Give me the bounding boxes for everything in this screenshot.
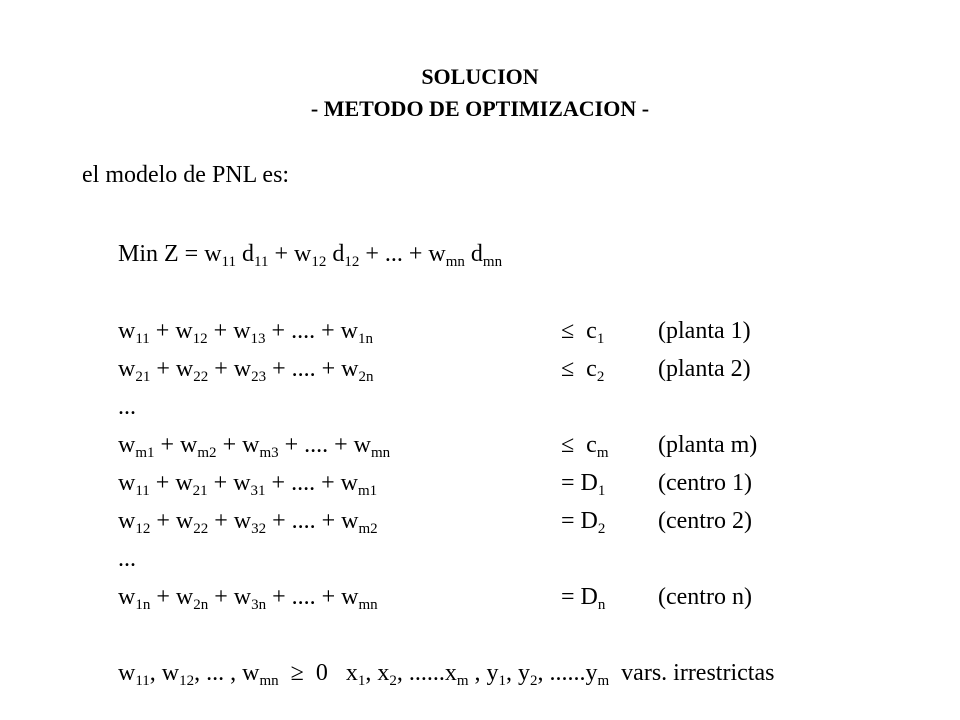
math-text: + w bbox=[268, 241, 312, 267]
subscript: 11 bbox=[254, 254, 269, 270]
math-text: ≥ 0 x bbox=[278, 660, 358, 686]
subscript: 21 bbox=[192, 483, 208, 499]
math-text: = D bbox=[561, 470, 598, 496]
math-text: + w bbox=[150, 508, 194, 534]
subscript: mn bbox=[259, 673, 279, 689]
subscript: 11 bbox=[135, 331, 150, 347]
subscript: 31 bbox=[250, 483, 266, 499]
math-text: + w bbox=[150, 356, 194, 382]
subscript: 12 bbox=[179, 673, 195, 689]
constraint-lhs bbox=[118, 508, 378, 535]
constraint-relation bbox=[561, 470, 605, 497]
subscript: m2 bbox=[197, 445, 217, 461]
constraint-ellipsis bbox=[118, 546, 136, 573]
subscript: mn bbox=[371, 445, 391, 461]
subscript: 2 bbox=[389, 673, 397, 689]
subscript: 2n bbox=[358, 369, 374, 385]
math-text: + .... + w bbox=[265, 318, 358, 344]
math-text: + w bbox=[207, 318, 251, 344]
math-text: + .... + w bbox=[278, 432, 372, 458]
subscript: 1 bbox=[597, 483, 606, 499]
math-text: w bbox=[118, 318, 136, 344]
subscript: 22 bbox=[193, 521, 209, 537]
subscript: 3n bbox=[251, 597, 267, 613]
math-text: + w bbox=[149, 470, 193, 496]
domain-constraints bbox=[118, 660, 774, 687]
subscript: mn bbox=[482, 254, 503, 270]
math-text: ≤ c bbox=[561, 432, 597, 458]
subscript: 1n bbox=[135, 597, 151, 613]
constraint-label: (centro 1) bbox=[658, 470, 752, 496]
subscript: 12 bbox=[192, 331, 208, 347]
subscript: m bbox=[597, 673, 610, 689]
math-text: + w bbox=[216, 432, 260, 458]
subscript: n bbox=[597, 597, 606, 613]
subscript: 2 bbox=[530, 673, 538, 689]
subscript: 11 bbox=[135, 483, 150, 499]
subscript: 1 bbox=[596, 331, 605, 347]
math-text: ≤ c bbox=[561, 318, 597, 344]
subscript: 32 bbox=[251, 521, 267, 537]
subscript: m1 bbox=[135, 445, 155, 461]
math-text: ... bbox=[118, 394, 136, 420]
subscript: 23 bbox=[251, 369, 267, 385]
subscript: 13 bbox=[250, 331, 266, 347]
math-text: + ... + w bbox=[359, 241, 446, 267]
constraint-label: (planta m) bbox=[658, 432, 758, 458]
math-text: + .... + w bbox=[265, 470, 358, 496]
subscript: 11 bbox=[135, 673, 150, 689]
subscript: 12 bbox=[344, 254, 360, 270]
subscript: 21 bbox=[135, 369, 151, 385]
subscript: 12 bbox=[135, 521, 151, 537]
math-text: + w bbox=[208, 356, 252, 382]
subscript: mn bbox=[445, 254, 465, 270]
constraint-lhs bbox=[118, 470, 377, 497]
constraint-label: (centro 2) bbox=[658, 508, 752, 534]
math-text: w bbox=[118, 584, 136, 610]
math-text: ≤ c bbox=[561, 356, 597, 382]
constraint-lhs bbox=[118, 318, 373, 345]
objective-function bbox=[118, 241, 502, 268]
math-text: = D bbox=[561, 508, 598, 534]
math-text: w bbox=[118, 470, 136, 496]
math-text: , w bbox=[149, 660, 180, 686]
math-text: + .... + w bbox=[266, 508, 359, 534]
math-text: + w bbox=[208, 584, 252, 610]
subscript: 2n bbox=[193, 597, 209, 613]
math-text: d bbox=[236, 241, 254, 267]
math-text: = D bbox=[561, 584, 598, 610]
math-text: w bbox=[118, 660, 136, 686]
constraint-ellipsis bbox=[118, 394, 136, 421]
math-text: Min Z = w bbox=[118, 241, 222, 267]
math-text: w bbox=[118, 508, 136, 534]
constraint-relation bbox=[561, 584, 605, 611]
constraint-lhs bbox=[118, 356, 374, 383]
math-text: + w bbox=[208, 508, 252, 534]
math-text: , y bbox=[506, 660, 530, 686]
math-text: + w bbox=[207, 470, 251, 496]
math-text: + w bbox=[150, 584, 194, 610]
subscript: m bbox=[596, 445, 609, 461]
subscript: 12 bbox=[311, 254, 327, 270]
constraint-relation bbox=[561, 318, 604, 345]
constraint-relation bbox=[561, 432, 609, 459]
math-text: + .... + w bbox=[266, 584, 359, 610]
math-text: d bbox=[326, 241, 345, 267]
constraint-label: (centro n) bbox=[658, 584, 752, 610]
math-text: + w bbox=[154, 432, 198, 458]
math-text: vars. irrestrictas bbox=[609, 660, 775, 686]
math-text: + .... + w bbox=[266, 356, 359, 382]
math-text: + w bbox=[149, 318, 193, 344]
math-text: , ... , w bbox=[194, 660, 260, 686]
subscript: 1 bbox=[498, 673, 506, 689]
constraint-relation bbox=[561, 356, 604, 383]
subscript: 2 bbox=[597, 521, 606, 537]
subscript: m2 bbox=[358, 521, 378, 537]
math-text: , ......y bbox=[537, 660, 598, 686]
subscript: 1n bbox=[357, 331, 373, 347]
subscript: 22 bbox=[193, 369, 209, 385]
constraint-label: (planta 1) bbox=[658, 318, 751, 344]
math-text: ... bbox=[118, 546, 136, 572]
math-text: d bbox=[464, 241, 483, 267]
math-text: , x bbox=[365, 660, 390, 686]
subscript: m bbox=[456, 673, 469, 689]
slide-subtitle: - METODO DE OPTIMIZACION - bbox=[310, 96, 650, 121]
constraint-label: (planta 2) bbox=[658, 356, 751, 382]
slide-title: SOLUCION bbox=[421, 64, 539, 89]
math-text: , ......x bbox=[396, 660, 457, 686]
subscript: 1 bbox=[357, 673, 366, 689]
intro-text: el modelo de PNL es: bbox=[82, 162, 290, 188]
subscript: m1 bbox=[357, 483, 378, 499]
constraint-relation bbox=[561, 508, 605, 535]
subscript: mn bbox=[358, 597, 378, 613]
subscript: 2 bbox=[596, 369, 605, 385]
math-text: w bbox=[118, 356, 136, 382]
constraint-lhs bbox=[118, 584, 378, 611]
subscript: 11 bbox=[221, 254, 236, 270]
math-text: w bbox=[118, 432, 136, 458]
subscript: m3 bbox=[259, 445, 279, 461]
math-text: , y bbox=[468, 660, 499, 686]
constraint-lhs bbox=[118, 432, 390, 459]
